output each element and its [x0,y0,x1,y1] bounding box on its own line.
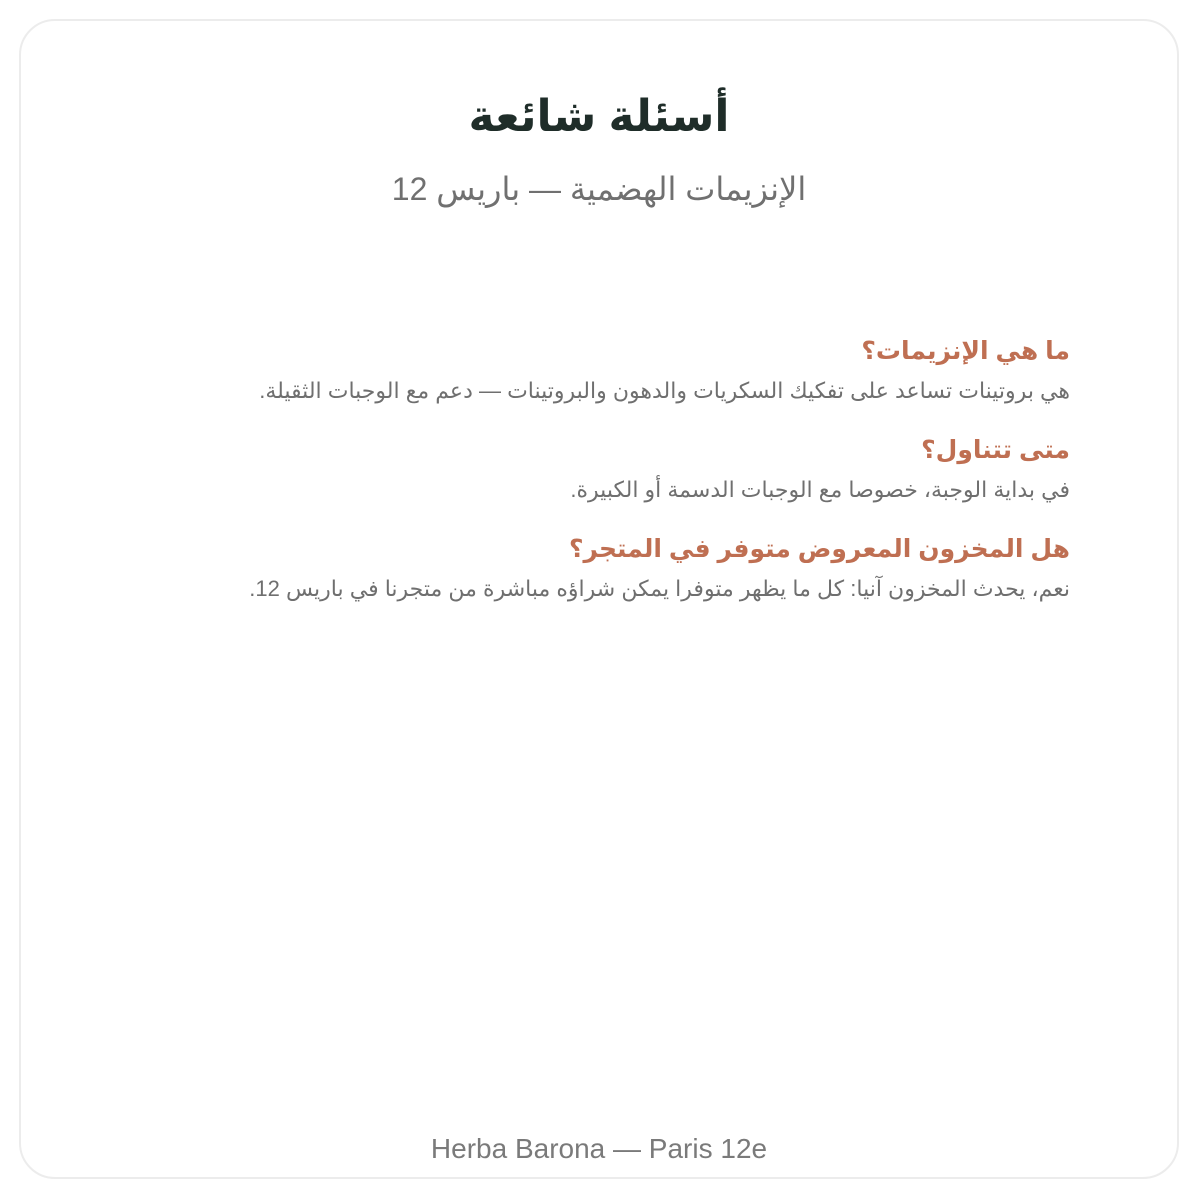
faq-card [19,19,1179,1179]
faq-item [110,432,1070,506]
page-title: أسئلة شائعة [468,92,730,141]
faq-answer: هي بروتينات تساعد على تفكيك السكريات والدهون والبروتينات — دعم مع الوجبات الثقيلة. [259,378,1070,403]
faq-question: متى تتناول؟ [921,436,1070,464]
faq-question: ما هي الإنزيمات؟ [861,337,1070,365]
faq-answer: نعم، يحدث المخزون آنيا: كل ما يظهر متوفرا يمكن شراؤه مباشرة من متجرنا في باريس 12. [249,576,1070,601]
footer-store-name: Herba Barona — Paris 12e [430,1133,768,1164]
faq-answer: في بداية الوجبة، خصوصا مع الوجبات الدسمة أو الكبيرة. [570,477,1070,502]
faq-question: هل المخزون المعروض متوفر في المتجر؟ [568,535,1070,563]
page-subtitle: الإنزيمات الهضمية — باريس 12 [391,171,807,207]
faq-list [110,333,1070,630]
faq-item [110,531,1070,605]
faq-item [110,333,1070,407]
